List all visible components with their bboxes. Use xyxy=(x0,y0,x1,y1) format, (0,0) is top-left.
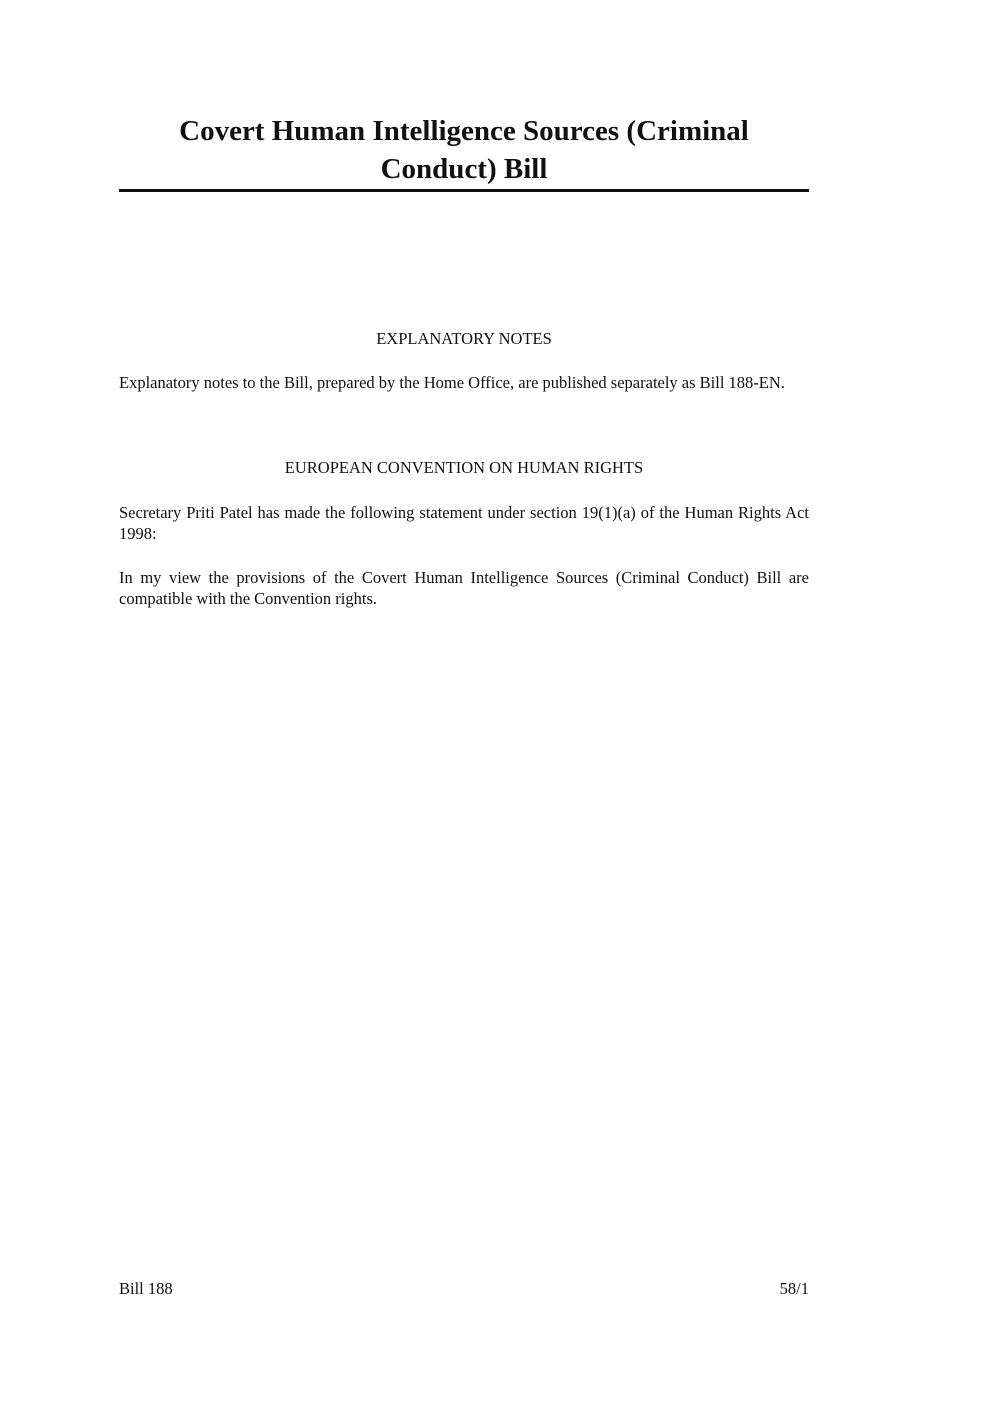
section-heading-echr: EUROPEAN CONVENTION ON HUMAN RIGHTS xyxy=(284,458,644,477)
echr-statement-paragraph: Secretary Priti Patel has made the following statement under section 19(1)(a) of the Human Rights Act 1998: xyxy=(119,503,809,543)
title-double-rule xyxy=(119,189,809,192)
echr-compatibility-paragraph: In my view the provisions of the Covert Human Intelligence Sources (Criminal Conduct) Bill are compatible with the Convention rights. xyxy=(119,568,809,608)
footer-bill-number: Bill 188 xyxy=(119,1279,173,1298)
explanatory-notes-paragraph: Explanatory notes to the Bill, prepared by the Home Office, are published separately as Bill 188-EN. xyxy=(119,373,785,392)
footer-print-reference: 58/1 xyxy=(779,1279,809,1298)
document-title: Covert Human Intelligence Sources (Criminal Conduct) Bill xyxy=(179,115,749,185)
section-heading-explanatory-notes: EXPLANATORY NOTES xyxy=(376,329,552,348)
